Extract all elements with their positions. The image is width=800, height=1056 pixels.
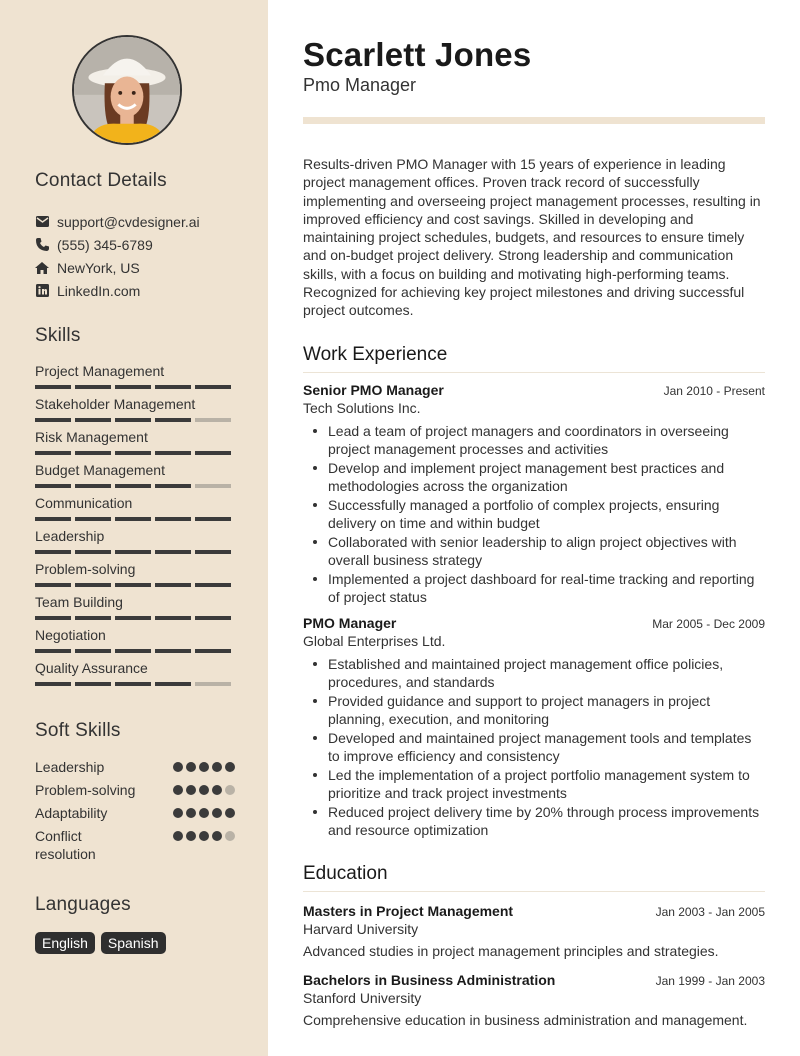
skills-list — [35, 362, 235, 692]
skill-item — [35, 560, 235, 593]
home-icon — [35, 261, 49, 275]
skill-name: Project Management — [35, 363, 165, 379]
job-title: PMO Manager — [303, 615, 397, 631]
education-date: Jan 1999 - Jan 2003 — [655, 974, 765, 988]
contact-email[interactable] — [35, 210, 235, 233]
soft-skill-item — [35, 781, 235, 799]
job-date: Jan 2010 - Present — [663, 384, 765, 398]
skill-level-segment — [195, 517, 231, 521]
rating-dot — [199, 831, 209, 841]
rating-dot — [212, 808, 222, 818]
work-heading: Work Experience — [303, 344, 765, 373]
rating-dot — [186, 785, 196, 795]
rating-dot — [173, 831, 183, 841]
skill-level-segment — [155, 616, 191, 620]
skill-level-segment — [195, 583, 231, 587]
skill-level-segment — [155, 451, 191, 455]
job-bullet: Developed and maintained project management tools and templates to improve efficiency and consistency — [303, 729, 765, 765]
envelope-icon — [35, 215, 49, 229]
skill-level-segment — [35, 616, 71, 620]
job-company: Global Enterprises Ltd. — [303, 633, 446, 649]
contact-linkedin[interactable] — [35, 279, 235, 302]
header-divider — [303, 117, 765, 124]
education-desc: Comprehensive education in business administration and management. — [303, 1012, 748, 1028]
soft-skill-item — [35, 827, 235, 863]
job-date: Mar 2005 - Dec 2009 — [652, 617, 765, 631]
rating-dot — [199, 808, 209, 818]
skills-heading: Skills — [35, 325, 81, 346]
contact-phone-text: (555) 345-6789 — [57, 236, 153, 253]
rating-dot — [225, 762, 235, 772]
skill-level-segment — [155, 682, 191, 686]
soft-skill-rating — [173, 831, 235, 841]
skill-level-bar — [35, 484, 235, 488]
contact-location — [35, 256, 235, 279]
skill-level-segment — [75, 649, 111, 653]
skill-name: Communication — [35, 495, 133, 511]
degree-title: Masters in Project Management — [303, 903, 514, 919]
rating-dot — [199, 785, 209, 795]
education-heading: Education — [303, 863, 765, 892]
skill-name: Budget Management — [35, 462, 165, 478]
skill-level-segment — [155, 649, 191, 653]
skill-item — [35, 659, 235, 692]
job-bullet: Provided guidance and support to project managers in project planning, execution, and monitoring — [303, 692, 765, 728]
skill-level-bar — [35, 418, 235, 422]
contact-list — [35, 210, 235, 302]
degree-title: Bachelors in Business Administration — [303, 972, 556, 988]
skill-level-segment — [35, 484, 71, 488]
skill-level-segment — [195, 550, 231, 554]
rating-dot — [173, 808, 183, 818]
skill-level-segment — [75, 451, 111, 455]
skill-level-segment — [155, 517, 191, 521]
skill-level-segment — [115, 418, 151, 422]
skill-level-segment — [195, 418, 231, 422]
skill-item — [35, 626, 235, 659]
skill-level-segment — [155, 385, 191, 389]
skill-level-bar — [35, 517, 235, 521]
skill-level-bar — [35, 583, 235, 587]
skill-name: Problem-solving — [35, 561, 136, 577]
skill-level-segment — [195, 682, 231, 686]
skill-name: Stakeholder Management — [35, 396, 196, 412]
languages-heading: Languages — [35, 894, 131, 915]
skill-level-segment — [115, 682, 151, 686]
summary-text: Results-driven PMO Manager with 15 years of experience in leading project management offices. Proven track record of successfully implementing and overseeing project management processes, resulting in improved efficiency and cost savings. Skilled in developing and maintaining project schedules, budgets, and resources to ensure timely and on-budget project delivery. Strong leadership and communication skills, with a focus on building and motivating high-performing teams. Recognized for achieving key project milestones and driving successful project outcomes. — [303, 156, 761, 319]
skill-level-segment — [75, 583, 111, 587]
education-date: Jan 2003 - Jan 2005 — [655, 905, 765, 919]
skill-level-bar — [35, 682, 235, 686]
contact-linkedin-text: LinkedIn.com — [57, 282, 141, 299]
education-entry — [303, 972, 765, 1028]
skill-level-segment — [195, 451, 231, 455]
school-name: Harvard University — [303, 921, 419, 937]
skill-level-segment — [75, 517, 111, 521]
soft-skill-rating — [173, 808, 235, 818]
skill-level-segment — [195, 649, 231, 653]
rating-dot — [225, 785, 235, 795]
skill-level-segment — [75, 682, 111, 686]
job-bullet: Led the implementation of a project portfolio management system to prioritize and track project investments — [303, 766, 765, 802]
rating-dot — [212, 785, 222, 795]
rating-dot — [173, 762, 183, 772]
linkedin-icon — [35, 284, 49, 298]
language-badge: English — [35, 932, 95, 954]
skill-item — [35, 527, 235, 560]
skill-item — [35, 593, 235, 626]
candidate-role: Pmo Manager — [303, 75, 417, 95]
rating-dot — [199, 762, 209, 772]
job-bullet: Collaborated with senior leadership to align project objectives with overall business strategy — [303, 533, 765, 569]
skill-level-segment — [115, 517, 151, 521]
rating-dot — [212, 831, 222, 841]
skill-level-segment — [35, 517, 71, 521]
soft-skills-heading: Soft Skills — [35, 720, 121, 741]
job-entry — [303, 382, 765, 607]
skill-level-bar — [35, 616, 235, 620]
skill-item — [35, 428, 235, 461]
skill-level-segment — [115, 550, 151, 554]
rating-dot — [186, 831, 196, 841]
job-bullets — [303, 655, 765, 839]
job-bullet: Established and maintained project management office policies, procedures, and standards — [303, 655, 765, 691]
contact-email-text: support@cvdesigner.ai — [57, 213, 200, 230]
rating-dot — [225, 831, 235, 841]
skill-level-segment — [75, 385, 111, 389]
skill-level-segment — [75, 484, 111, 488]
skill-level-bar — [35, 385, 235, 389]
skill-level-bar — [35, 649, 235, 653]
skill-level-segment — [115, 649, 151, 653]
skill-level-segment — [195, 616, 231, 620]
rating-dot — [173, 785, 183, 795]
soft-skill-rating — [173, 762, 235, 772]
skill-level-segment — [195, 484, 231, 488]
soft-skill-name: Adaptability — [35, 805, 108, 821]
skill-level-segment — [75, 616, 111, 620]
rating-dot — [212, 762, 222, 772]
soft-skill-name: Problem-solving — [35, 782, 136, 798]
school-name: Stanford University — [303, 990, 422, 1006]
languages-list — [35, 932, 166, 954]
skill-level-segment — [155, 583, 191, 587]
skill-item — [35, 395, 235, 428]
skill-level-segment — [115, 616, 151, 620]
soft-skill-name: Leadership — [35, 759, 105, 775]
job-bullet: Develop and implement project management best practices and methodologies across the organization — [303, 459, 765, 495]
skill-item — [35, 494, 235, 527]
job-entry — [303, 615, 765, 840]
skill-level-segment — [115, 484, 151, 488]
skill-level-bar — [35, 451, 235, 455]
phone-icon — [35, 238, 49, 252]
skill-name: Negotiation — [35, 627, 106, 643]
soft-skill-item — [35, 758, 235, 776]
skill-level-segment — [155, 550, 191, 554]
skill-level-segment — [155, 484, 191, 488]
job-company: Tech Solutions Inc. — [303, 400, 421, 416]
soft-skill-item — [35, 804, 235, 822]
soft-skill-rating — [173, 785, 235, 795]
skill-level-segment — [35, 550, 71, 554]
skill-level-segment — [75, 418, 111, 422]
contact-phone[interactable] — [35, 233, 235, 256]
candidate-name: Scarlett Jones — [303, 36, 532, 73]
soft-skill-name: Conflict resolution — [35, 828, 96, 862]
soft-skills-list — [35, 758, 235, 868]
profile-photo — [72, 35, 182, 145]
skill-level-segment — [35, 583, 71, 587]
skill-level-segment — [35, 451, 71, 455]
skill-name: Quality Assurance — [35, 660, 148, 676]
skill-item — [35, 362, 235, 395]
education-desc: Advanced studies in project management principles and strategies. — [303, 943, 719, 959]
skill-level-segment — [115, 385, 151, 389]
skill-level-segment — [155, 418, 191, 422]
job-bullet: Reduced project delivery time by 20% through process improvements and resource optimization — [303, 803, 765, 839]
skill-level-bar — [35, 550, 235, 554]
job-bullet: Implemented a project dashboard for real-time tracking and reporting of project status — [303, 570, 765, 606]
language-badge: Spanish — [101, 932, 166, 954]
job-bullet: Successfully managed a portfolio of complex projects, ensuring delivery on time and within budget — [303, 496, 765, 532]
skill-level-segment — [195, 385, 231, 389]
skill-level-segment — [35, 418, 71, 422]
skill-level-segment — [115, 583, 151, 587]
contact-location-text: NewYork, US — [57, 259, 140, 276]
skill-level-segment — [115, 451, 151, 455]
avatar-image — [74, 37, 180, 143]
rating-dot — [186, 762, 196, 772]
skill-level-segment — [35, 682, 71, 686]
job-bullet: Lead a team of project managers and coordinators in overseeing project management processes and activities — [303, 422, 765, 458]
rating-dot — [186, 808, 196, 818]
skill-name: Team Building — [35, 594, 123, 610]
skill-level-segment — [75, 550, 111, 554]
sidebar — [0, 0, 268, 1056]
contact-heading: Contact Details — [35, 170, 167, 191]
skill-item — [35, 461, 235, 494]
job-bullets — [303, 422, 765, 606]
skill-name: Risk Management — [35, 429, 148, 445]
skill-name: Leadership — [35, 528, 105, 544]
skill-level-segment — [35, 649, 71, 653]
job-title: Senior PMO Manager — [303, 382, 444, 398]
rating-dot — [225, 808, 235, 818]
education-entry — [303, 903, 765, 959]
skill-level-segment — [35, 385, 71, 389]
